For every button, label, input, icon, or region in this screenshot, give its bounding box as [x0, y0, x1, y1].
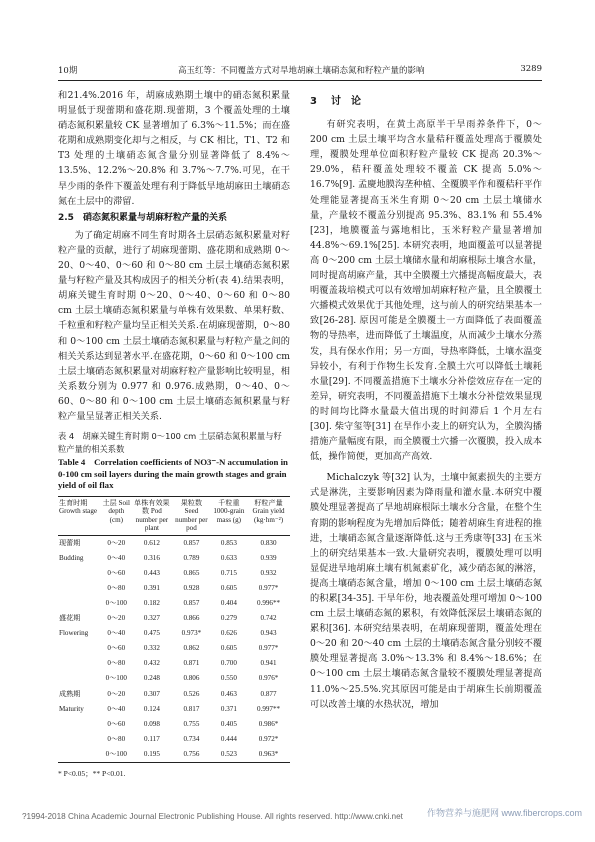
- table-row: [58, 671, 290, 686]
- table-cell: Budding: [59, 553, 84, 562]
- table-cell: 0～60: [107, 568, 126, 577]
- table-cell: [58, 717, 101, 732]
- running-header: [58, 64, 542, 78]
- table-cell: [58, 656, 101, 671]
- table-cell: 0～20: [107, 538, 126, 547]
- table-footnote: * P<0.05；** P<0.01.: [58, 768, 126, 778]
- table-cell: 0.475: [143, 629, 160, 638]
- table-cell: 0～20: [107, 689, 126, 698]
- table-cell: 0.404: [220, 598, 237, 607]
- section-title: 讨 论: [330, 96, 361, 107]
- table-cell: 0.443: [143, 568, 160, 577]
- table-cell: 0.928: [183, 583, 200, 592]
- table-cell: 0.371: [220, 704, 237, 713]
- table-cell: 0.098: [143, 719, 160, 728]
- header-rule: [58, 80, 542, 81]
- table-cell: 0.857: [183, 598, 200, 607]
- table-cell: [58, 732, 101, 747]
- table-cell: 0.405: [220, 719, 237, 728]
- table-cell: 0.117: [144, 734, 160, 743]
- section-heading: [310, 94, 542, 109]
- table-header-cell: 千粒重 1000-grain mass (g): [211, 496, 247, 535]
- table-cell: 0～100: [105, 598, 127, 607]
- table-row: [58, 687, 290, 702]
- table-header-row: [58, 496, 290, 535]
- table-cell: 0.195: [132, 747, 172, 763]
- table-cell: 0.523: [211, 747, 247, 763]
- table-cell: 0.316: [143, 553, 160, 562]
- table-header-cell: 生育时期 Growth stage: [58, 496, 101, 535]
- table-header-cell: 土层 Soil depth (cm): [101, 496, 132, 535]
- table-cell: 0.877: [260, 689, 277, 698]
- table-cell: [58, 671, 101, 686]
- table-header-cell: 籽粒产量 Grain yield (kg·hm⁻²): [247, 496, 290, 535]
- table-row: [58, 641, 290, 656]
- body-paragraph: 有研究表明，在黄土高原半干旱雨养条件下，0～200 cm 土层土壤平均含水量秸秆覆盖处理高于覆膜处理，覆膜处理单位面积籽粒产量较 CK 提高 20.3%～29.0%，秸秆覆盖处理较不覆盖 CK 提高 5.0%～16.7%[9]. 孟慶地膜沟垄种植、全覆膜平作和覆秸秆平作处理能显著提高玉米生育期 0～20 cm 土层土壤储水量，产量较不覆盖分别提高 95.3%、83.1% 和 55.4%[23]，地膜覆盖与露地相比，玉米籽粒产量显著增加 44.8%～69.1%[25]. 本研究表明，地面覆盖可以显著提高 0～200 cm 土层土壤储水量和胡麻根际土壤含水量，同时提高胡麻产量，其中全膜覆土穴播提高幅度最大，表明覆盖栽培模式可以有效增加胡麻籽粒产量，且全膜覆土穴播模式效果优于其他处理，这与前人的研究结果基本一致[26-28]. 原因可能是全膜覆土一方面降低了表面覆盖物的导热率，进而降低了土壤温度，从而减少土壤水分蒸发，具有保水作用；另一方面，导热率降低，土壤水温变异较小，有利于作物生长发育.全膜土穴可以降低土壤耗水量[29]. 不同覆盖措施下土壤水分补偿效应存在一定的差异，研究表明，不同覆盖措施下土壤水分补偿效果显现的时间均比降水量最大值出现的时间滞后 1 个月左右[30]. 柴守玺等[31] 在旱作小麦上的研究认为，全膜沟播措施产量幅度有限，而全膜覆土穴播一次覆膜，投入成本低，操作简便，更加高产高效.: [310, 119, 542, 463]
- table-cell: 0.124: [143, 704, 160, 713]
- table-cell: 0.973*: [181, 629, 202, 638]
- watermark: 作物营养与施肥网 www.fibercrops.com: [426, 808, 582, 818]
- table-cell: 0.279: [220, 614, 237, 623]
- table-cell: 0.332: [143, 644, 160, 653]
- table-header-cell: 单株有效果数 Pod number per plant: [132, 496, 172, 535]
- table-cell: 0.806: [183, 674, 200, 683]
- left-column: [58, 88, 290, 781]
- table-cell: 0.977*: [258, 644, 279, 653]
- table-cell: 0.865: [183, 568, 200, 577]
- table-row: [58, 596, 290, 611]
- table-caption-en: Table 4 Correlation coefficients of NO3⁻-N accumulation in 0-100 cm soil layers during the main growth stages and grain yield of oil flax: [58, 457, 288, 491]
- table-row: [58, 747, 290, 763]
- table-row: [58, 626, 290, 641]
- body-paragraph: Michalczyk 等[32] 认为，土壤中氮素损失的主要方式是淋洗，主要影响因素为降雨量和灌水量.本研究中覆膜处理显著提高了旱地胡麻根际土壤水分含量，在整个生育期的影响程度为先增加后降低；随着胡麻生育进程的推进，土壤硝态氮含量逐渐降低.这与王秀康等[33] 在玉米上的研究结果基本一致.大量研究表明，覆膜处理可以明显促进旱地胡麻土壤有机氮素矿化，减少硝态氮的淋溶，提高土壤硝态氮含量，增加 0～100 cm 土层土壤硝态氮的积累[34-35]. 干旱年份，地表覆盖处理可增加 0～100 cm 土层土壤硝态氮的累积，有效降低深层土壤硝态氮的累积[36]. 本研究结果表明，在胡麻现蕾期，覆盖处理在 0～20 和 20～40 cm 土层的土壤硝态氮含量分别较不覆膜处理显著提高 3.0%～13.3% 和 8.4%～18.6%；在 0～100 cm 土层土壤硝态氮含量较不覆膜处理显著提高 11.0%～25.5%.究其原因可能是由于胡麻生长前期覆盖可以改善土壤的水热状况，增加: [310, 472, 542, 710]
- page-number: 3289: [520, 64, 542, 74]
- table-cell: Flowering: [59, 629, 89, 638]
- section-number: 3: [310, 96, 317, 107]
- table-cell: 现蕾期: [59, 538, 81, 547]
- table-cell: 成熟期: [59, 689, 81, 698]
- table-cell: 0.444: [220, 734, 237, 743]
- table-cell: 0.972*: [258, 734, 279, 743]
- table-cell: [58, 641, 101, 656]
- table-cell: 0.463: [220, 689, 237, 698]
- table-cell: [58, 581, 101, 596]
- table-cell: 0.700: [220, 659, 237, 668]
- table-cell: 0.830: [260, 538, 277, 547]
- table-cell: 0.862: [183, 644, 200, 653]
- table-row: [58, 581, 290, 596]
- table-row: [58, 611, 290, 626]
- table-cell: 0～20: [107, 614, 126, 623]
- table-cell: 0～60: [107, 719, 126, 728]
- table-cell: 0.182: [143, 598, 160, 607]
- table-cell: 0.626: [220, 629, 237, 638]
- table-cell: 0～80: [107, 734, 126, 743]
- table-cell: 0～40: [107, 553, 126, 562]
- issue-number: 10期: [58, 66, 78, 76]
- table-row: [58, 551, 290, 566]
- table-cell: 0.327: [143, 614, 160, 623]
- body-paragraph: 为了确定胡麻不同生育时期各土层硝态氮积累量对籽粒产量的贡献，进行了胡麻现蕾期、盛花期和成熟期 0～20、0～40、0～60 和 0～80 cm 土层土壤硝态氮积累量与籽粒产量及其构成因子的相关分析(表 4).结果表明，胡麻关键生育时期 0～20、0～40、0～60 和 0～80 cm 土层土壤硝态氮积累量与单株有效果数、单果籽数、千粒重和籽粒产量均呈正相关关系.在胡麻现蕾期，0～80 和 0～100 cm 土层土壤硝态氮积累量与籽粒产量之间的相关关系达到显著水平.在盛花期，0～60 和 0～100 cm 土层土壤硝态氮积累量对胡麻籽粒产量影响比较明显，相关系数分别为 0.977 和 0.976.成熟期，0～40、0～60、0～80 和 0～100 cm 土层土壤硝态氮积累量与籽粒产量呈显著正相关关系.: [58, 229, 290, 422]
- table-cell: 0.756: [172, 747, 211, 763]
- table-cell: 0～80: [107, 659, 126, 668]
- table-row: [58, 535, 290, 551]
- table-cell: 0.986*: [258, 719, 279, 728]
- table-cell: 0.755: [183, 719, 200, 728]
- table-row: [58, 702, 290, 717]
- subsection-heading: 2.5 硝态氮积累量与胡麻籽粒产量的关系: [58, 212, 227, 223]
- table-cell: 0.742: [260, 614, 277, 623]
- copyright-line: ?1994-2018 China Academic Journal Electronic Publishing House. All rights reserved. http://www.cnki.net: [22, 812, 403, 821]
- table-cell: 0.943: [260, 629, 277, 638]
- page-footer: [22, 808, 582, 821]
- table-cell: 0.633: [220, 553, 237, 562]
- table-cell: 0.432: [143, 659, 160, 668]
- table-row: [58, 656, 290, 671]
- table-cell: 0.605: [220, 644, 237, 653]
- table-body: [58, 535, 290, 762]
- table-header-cell: 果粒数 Seed number per pod: [172, 496, 211, 535]
- table-cell: [58, 747, 101, 763]
- table-cell: 0.734: [183, 734, 200, 743]
- table-cell: 0.997**: [257, 704, 281, 713]
- table-cell: 0.871: [183, 659, 200, 668]
- table-cell: 0.550: [220, 674, 237, 683]
- table-cell: 0.977*: [258, 583, 279, 592]
- table-cell: 0.941: [260, 659, 277, 668]
- table-cell: 0～80: [107, 583, 126, 592]
- table-cell: 0.307: [143, 689, 160, 698]
- table-cell: 0～100: [101, 747, 132, 763]
- table-cell: Maturity: [59, 704, 84, 713]
- table-cell: 0～40: [107, 629, 126, 638]
- table-row: [58, 566, 290, 581]
- table-cell: 0.853: [220, 538, 237, 547]
- table-cell: 0.789: [183, 553, 200, 562]
- table-cell: 0～60: [107, 644, 126, 653]
- right-column: [310, 88, 542, 712]
- table-cell: 0.932: [260, 568, 277, 577]
- table-row: [58, 717, 290, 732]
- table-cell: 0.939: [260, 553, 277, 562]
- table-cell: 0.866: [183, 614, 200, 623]
- table-cell: 0.976*: [258, 674, 279, 683]
- table-cell: [58, 596, 101, 611]
- table-cell: 0～40: [107, 704, 126, 713]
- table-cell: 盛花期: [59, 614, 81, 623]
- table-cell: 0.612: [143, 538, 160, 547]
- table-row: [58, 732, 290, 747]
- table-cell: 0.526: [183, 689, 200, 698]
- table-cell: 0.248: [143, 674, 160, 683]
- correlation-table: [58, 496, 290, 763]
- running-title: 高玉红等：不同覆盖方式对旱地胡麻土壤硝态氮和籽粒产量的影响: [178, 66, 425, 76]
- table-cell: 0.605: [220, 583, 237, 592]
- table-cell: 0.391: [143, 583, 160, 592]
- table-cell: [58, 566, 101, 581]
- table-cell: 0.963*: [247, 747, 290, 763]
- table-cell: 0.715: [220, 568, 237, 577]
- table-caption-cn: 表 4 胡麻关键生育时期 0～100 cm 土层硝态氮积累量与籽粒产量的相关系数: [58, 431, 282, 454]
- table-cell: 0.996**: [257, 598, 281, 607]
- table-cell: 0～100: [105, 674, 127, 683]
- table-cell: 0.817: [183, 704, 200, 713]
- body-paragraph: 和21.4%.2016 年，胡麻成熟期土壤中的硝态氮积累量明显低于现蕾期和盛花期.现蕾期，3 个覆盖处理的土壤硝态氮积累量较 CK 显著增加了 6.3%～11.5%；而在盛花期和成熟期变化却与之相反，与 CK 相比，T1、T2 和 T3 处理的土壤硝态氮含量分别显著降低了 8.4%～13.5%、12.2%～20.8% 和 3.7%～7.7%.可见，在干旱少雨的条件下覆盖处理有利于降低旱地胡麻田土壤硝态氮在土层中的滞留.: [58, 90, 290, 207]
- table-cell: 0.857: [183, 538, 200, 547]
